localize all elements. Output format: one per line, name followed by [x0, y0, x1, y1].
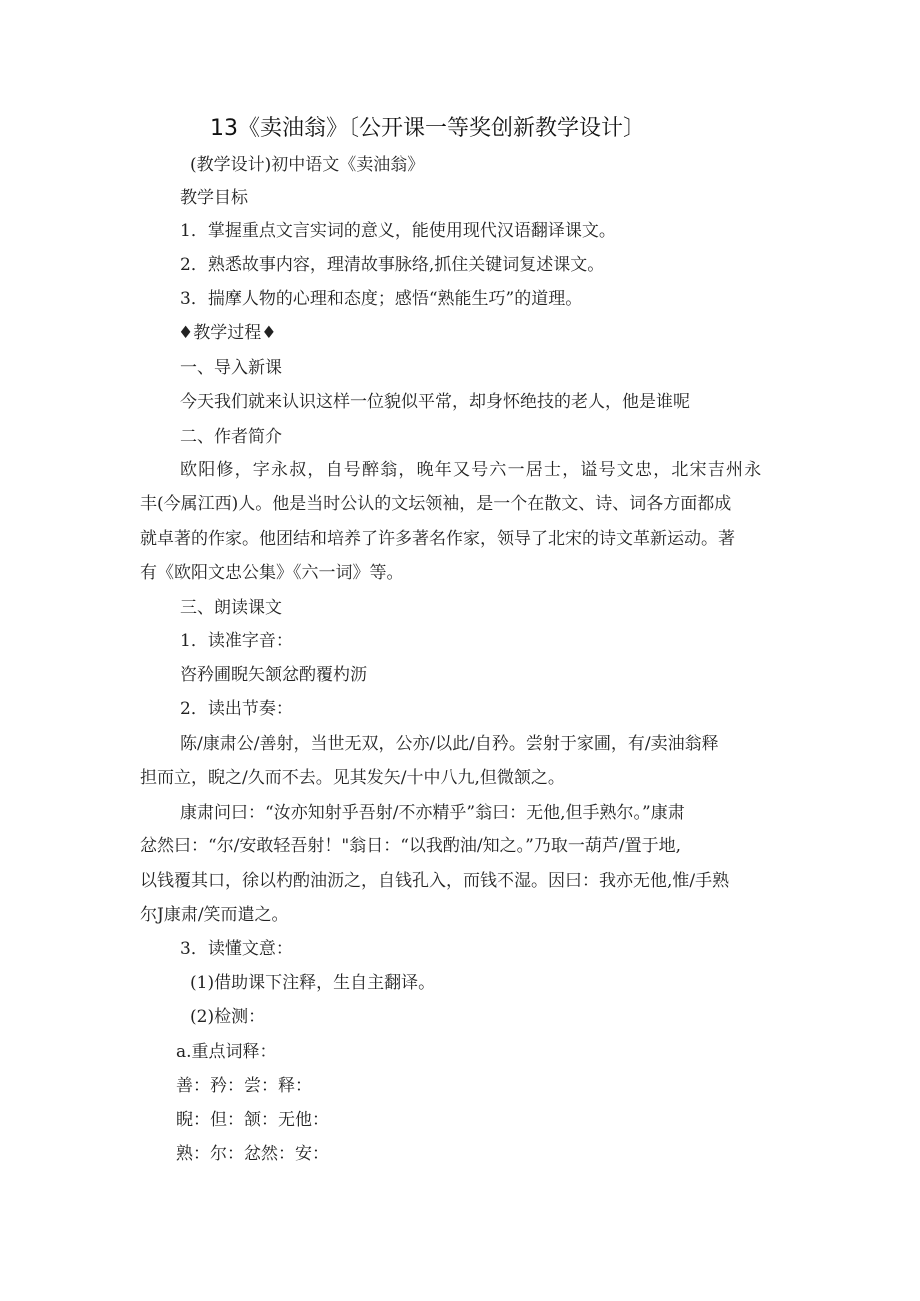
vocab-line: 善：矜：尝：释： [176, 1076, 312, 1096]
paragraph-line: 今天我们就来认识这样一位貌似平常，却身怀绝技的老人，他是谁呢 [180, 392, 690, 412]
rhythm-line: 康肃问曰：“汝亦知射乎吾射/不亦精乎”翁曰：无他,但手熟尔。”康肃 [180, 803, 685, 823]
section-heading: 二、作者简介 [180, 427, 282, 447]
subtitle: (教学设计)初中语文《卖油翁》 [190, 155, 425, 175]
paragraph-line: 就卓著的作家。他团结和培养了许多著名作家，领导了北宋的诗文革新运动。著 [140, 529, 735, 549]
paragraph-line: 丰(今属江西)人。他是当时公认的文坛领袖，是一个在散文、诗、词各方面都成 [140, 494, 732, 514]
section-heading: 一、导入新课 [180, 358, 282, 378]
rhythm-line: 陈/康肃公/善射，当世无双，公亦/以此/自矜。尝射于家圃，有/卖油翁释 [180, 734, 719, 754]
list-item: (2)检测： [190, 1007, 266, 1027]
rhythm-line: 尔J康肃/笑而遣之。 [140, 905, 289, 925]
goal-item: 3．揣摩人物的心理和态度；感悟“熟能生巧”的道理。 [180, 289, 583, 309]
paragraph-line: 欧阳修，字永叔，自号醉翁，晚年又号六一居士，谥号文忠，北宋吉州永 [180, 460, 763, 480]
sub-heading: 1．读准字音： [180, 631, 293, 651]
list-item: (1)借助课下注释，生自主翻译。 [190, 973, 436, 993]
goal-item: 2．熟悉故事内容，理清故事脉络,抓住关键词复述课文。 [180, 255, 605, 275]
process-heading: ♦教学过程♦ [178, 323, 277, 343]
vocab-line: 熟：尔：忿然：安： [176, 1144, 329, 1164]
sub-heading: 3．读懂文意： [180, 939, 293, 959]
document-title: 13《卖油翁》〔公开课一等奖创新教学设计〕 [210, 116, 645, 141]
rhythm-line: 以钱覆其口，徐以杓酌油沥之，自钱孔入，而钱不湿。因曰：我亦无他,惟/手熟 [140, 871, 730, 891]
vocab-heading: a.重点词释： [176, 1042, 277, 1062]
paragraph-line: 有《欧阳文忠公集》《六一词》等。 [140, 563, 404, 583]
sub-heading: 2．读出节奏： [180, 699, 293, 719]
rhythm-line: 忿然曰：“尔/安敢轻吾射！"翁日：“以我酌油/知之。”乃取一葫芦/置于地, [140, 836, 681, 856]
goals-heading: 教学目标 [180, 188, 248, 208]
goal-item: 1．掌握重点文言实词的意义，能使用现代汉语翻译课文。 [180, 221, 616, 241]
vocab-line: 睨：但：颔：无他： [176, 1110, 329, 1130]
section-heading: 三、朗读课文 [180, 598, 282, 618]
pronunciation-chars: 咨矜圃睨矢颔忿酌覆杓沥 [180, 665, 367, 685]
rhythm-line: 担而立，睨之/久而不去。见其发矢/十中八九,但微颔之。 [140, 768, 565, 788]
